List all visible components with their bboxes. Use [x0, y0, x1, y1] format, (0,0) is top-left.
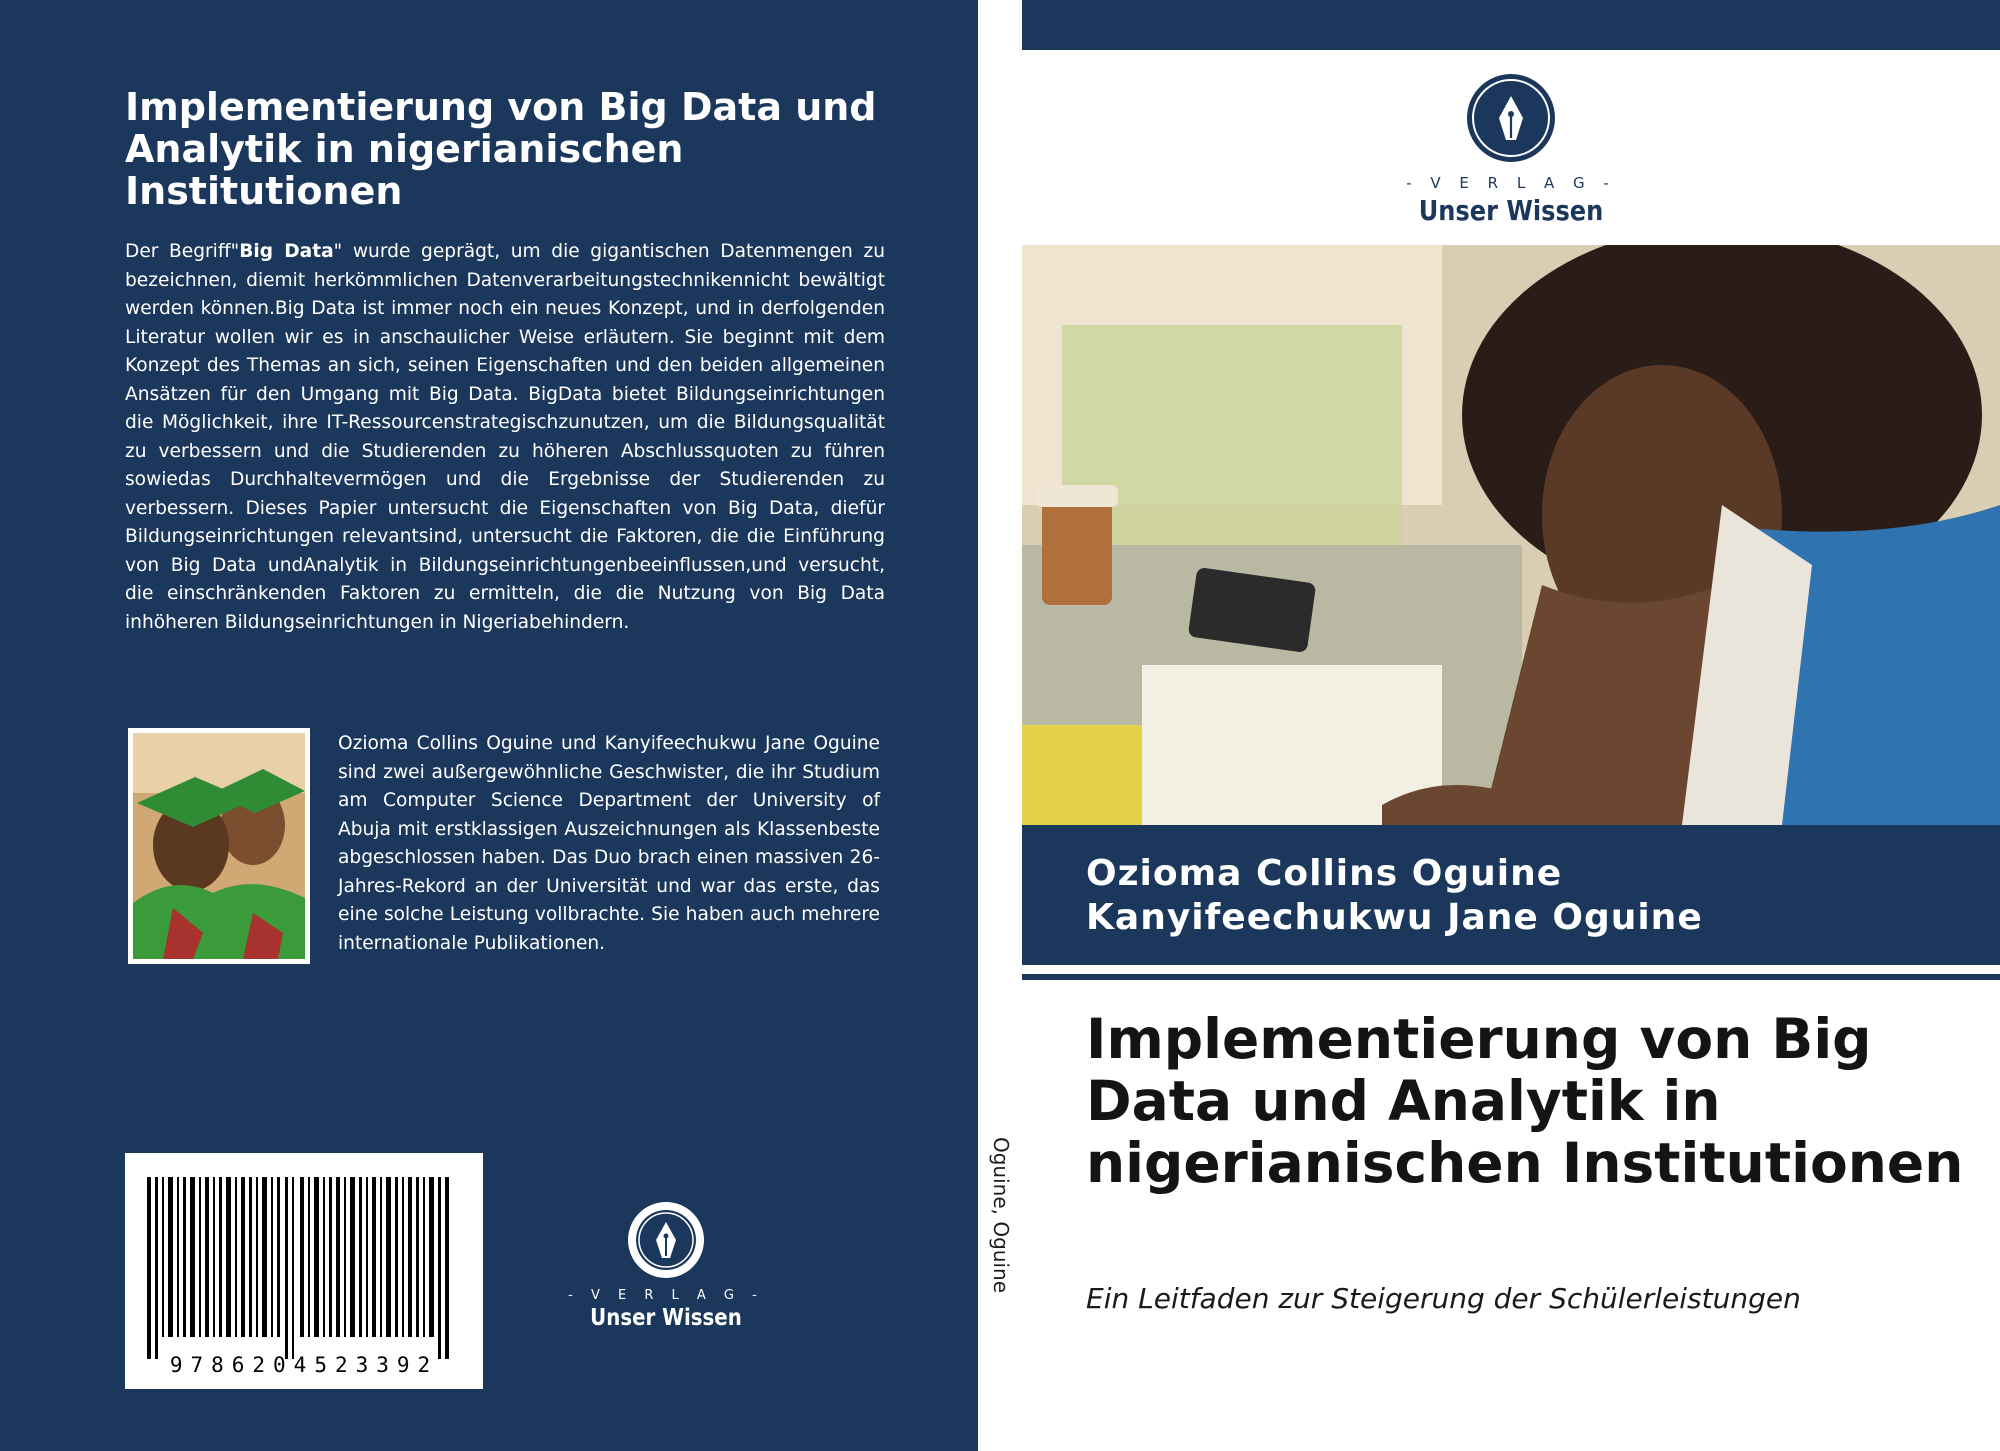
graduates-photo-illustration: [133, 733, 305, 959]
author-photo: [128, 728, 310, 964]
fountain-pen-nib-icon: [626, 1200, 706, 1280]
blurb-body: " wurde geprägt, um die gigantischen Datenmengen zu bezeichnen, diemit herkömmlichen Datenverarbeitungstechnikennicht bewältigt werden können.Big Data ist immer noch ein neues Konzept, und in derfolgenden Literatur wollen wir es in anschaulicher Weise erläutern. Sie beginnt mit dem Konzept des Themas an sich, seinen Eigenschaften und den beiden allgemeinen Ansätzen für den Umgang mit Big Data. BigData bietet Bildungseinrichtungen die Möglichkeit, ihre IT-Ressourcenstrategischzunutzen, um die Bildungsqualität zu verbessern und die Studierenden zu höheren Abschlussquoten zu führen sowiedas Durchhaltevermögen und die Ergebnisse der Studierenden zu verbessern. Dieses Papier untersucht die Eigenschaften von Big Data, diefür Bildungseinrichtungen relevantsind, untersucht die Faktoren, die die Einführung von Big Data undAnalytik in Bildungseinrichtungenbeeinflussen,und versucht, die einschränkenden Faktoren zu ermitteln, die die Nutzung von Big Data inhöheren Bildungseinrichtungen in Nigeriabehindern.: [125, 241, 886, 633]
front-top-bar: [1022, 0, 2000, 50]
front-logo-verlag: - V E R L A G -: [1406, 174, 1616, 192]
back-publisher-logo: [556, 1200, 776, 1331]
back-logo-verlag: - V E R L A G -: [568, 1288, 764, 1303]
back-logo-name: Unser Wissen: [590, 1305, 742, 1331]
fountain-pen-nib-icon: [1465, 72, 1557, 164]
isbn-barcode: [125, 1153, 483, 1389]
isbn-digits: 9786204523392: [169, 1353, 439, 1377]
spine: [978, 1130, 1024, 1300]
author-bio: Ozioma Collins Oguine und Kanyifeechukwu Jane Oguine sind zwei außergewöhnliche Geschwister, die ihr Studium am Computer Science Department der University of Abuja mit erstklassigen Auszeichnungen als Klassenbeste abgeschlossen haben. Das Duo brach einen massiven 26-Jahres-Rekord an der Universität und war das erste, das eine solche Leistung vollbrachte. Sie haben auch mehrere internationale Publikationen.: [338, 733, 880, 954]
author-name-2: Kanyifeechukwu Jane Oguine: [1086, 897, 1703, 938]
front-cover-title: Implementierung von Big Data und Analytik in nigerianischen Institutionen: [1086, 1007, 1964, 1195]
front-divider: [1022, 974, 2000, 980]
cover-photo: [1022, 245, 2000, 825]
author-name-1: Ozioma Collins Oguine: [1086, 853, 1563, 894]
student-reading-illustration: [1022, 245, 2000, 825]
front-cover: [1022, 0, 2000, 1451]
back-cover: [0, 0, 978, 1451]
author-band: [1022, 825, 2000, 965]
back-cover-blurb: [125, 238, 885, 637]
back-cover-title: Implementierung von Big Data und Analytik in nigerianischen Institutionen: [125, 85, 877, 213]
blurb-prefix: Der Begriff": [125, 241, 240, 262]
front-publisher-logo: [1366, 72, 1656, 227]
blurb-bold-term: Big Data: [239, 241, 334, 262]
front-logo-name: Unser Wissen: [1418, 194, 1604, 227]
front-cover-subtitle: Ein Leitfaden zur Steigerung der Schülerleistungen: [1086, 1282, 1801, 1315]
spine-author-text: Oguine, Oguine: [989, 1136, 1014, 1294]
